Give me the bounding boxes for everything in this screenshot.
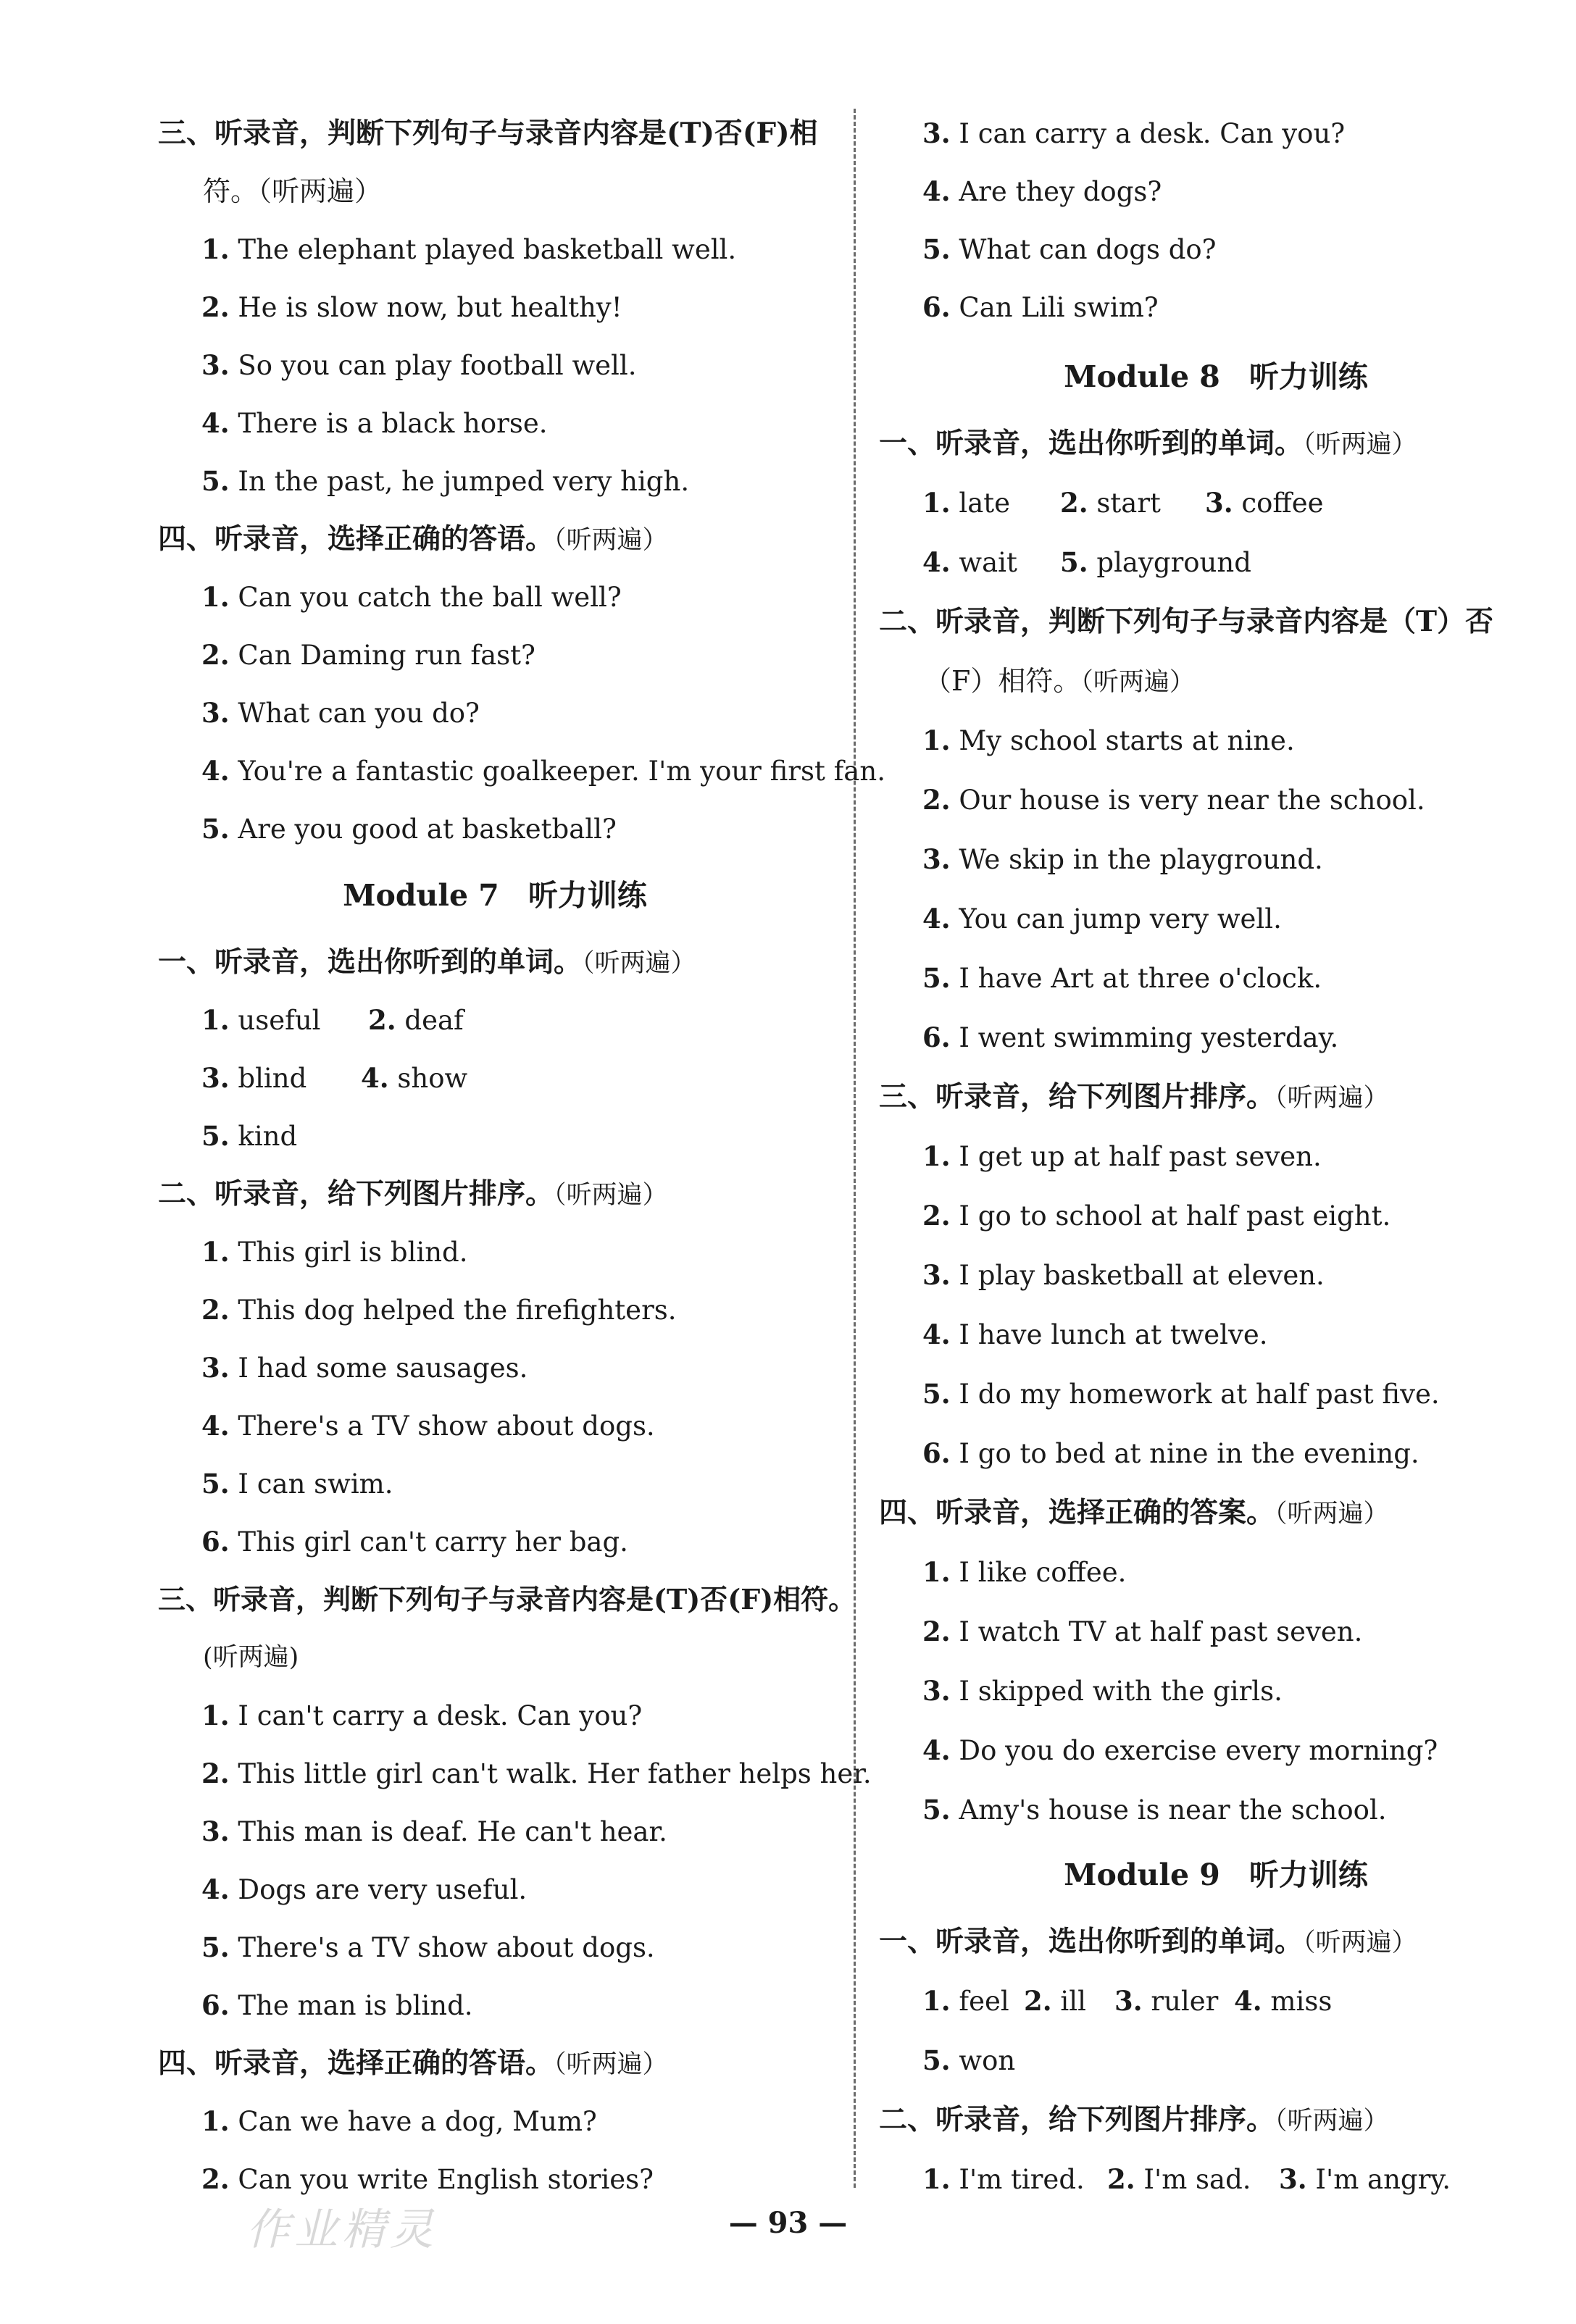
list-item: 2. I watch TV at half past seven. <box>922 1615 1363 1647</box>
list-item: 3. What can you do? <box>201 697 480 729</box>
list-item: 2. He is slow now, but healthy! <box>201 291 622 323</box>
module-heading: Module 7 听力训练 <box>343 878 647 913</box>
list-item: 4. Do you do exercise every morning? <box>922 1734 1438 1766</box>
list-item: 1. The elephant played basketball well. <box>201 233 737 265</box>
section-heading-continued: 符。（听两遍） <box>203 175 383 207</box>
list-item: 4. I have lunch at twelve. <box>922 1318 1268 1350</box>
list-item: 5. In the past, he jumped very high. <box>201 465 690 497</box>
list-item: 3. I skipped with the girls. <box>922 1675 1283 1707</box>
section-heading: 一、听录音，选出你听到的单词。（听两遍） <box>879 427 1417 460</box>
section-heading: 四、听录音，选择正确的答语。（听两遍） <box>158 2047 668 2080</box>
watermark: 作业精灵 <box>246 2204 438 2255</box>
list-item: 4. There is a black horse. <box>201 407 548 439</box>
section-heading-continued: （F）相符。（听两遍） <box>924 665 1195 697</box>
list-item: 5. I can swim. <box>201 1468 393 1500</box>
list-item: 3. This man is deaf. He can't hear. <box>201 1815 667 1847</box>
column-divider <box>854 109 856 2188</box>
section-heading: 四、听录音，选择正确的答案。（听两遍） <box>879 1496 1389 1529</box>
list-item: 4. You're a fantastic goalkeeper. I'm your first fan. <box>201 755 885 787</box>
list-item: 4. You can jump very well. <box>922 903 1282 935</box>
list-item: 3. So you can play football well. <box>201 349 637 381</box>
list-item: 1. My school starts at nine. <box>922 724 1295 756</box>
list-item: 2. Our house is very near the school. <box>922 784 1425 816</box>
list-item: 4. There's a TV show about dogs. <box>201 1410 655 1442</box>
word-row: 4. wait 5. playground <box>922 546 1251 578</box>
module-heading: Module 8 听力训练 <box>1064 359 1368 394</box>
section-heading: 二、听录音，判断下列句子与录音内容是（T）否 <box>879 605 1494 638</box>
word-row: 1. feel 2. ill 3. ruler 4. miss <box>922 1985 1333 2017</box>
word-row: 1. I'm tired. 2. I'm sad. 3. I'm angry. <box>922 2163 1451 2195</box>
list-item: 6. This girl can't carry her bag. <box>201 1526 628 1558</box>
list-item: 1. Can we have a dog, Mum? <box>201 2105 597 2137</box>
section-heading: 一、听录音，选出你听到的单词。（听两遍） <box>158 945 696 979</box>
section-heading: 二、听录音，给下列图片排序。（听两遍） <box>879 2103 1389 2136</box>
list-item: 5. Are you good at basketball? <box>201 813 617 845</box>
list-item: 1. This girl is blind. <box>201 1236 468 1268</box>
list-item: 5. I do my homework at half past five. <box>922 1378 1440 1410</box>
module-heading: Module 9 听力训练 <box>1064 1857 1368 1892</box>
word-row: 1. useful 2. deaf <box>201 1004 464 1036</box>
section-heading: 三、听录音，给下列图片排序。（听两遍） <box>879 1080 1389 1113</box>
list-item: 3. I had some sausages. <box>201 1352 528 1384</box>
section-heading: 三、听录音，判断下列句子与录音内容是(T)否(F)相符。 <box>158 1583 856 1615</box>
list-item: 3. I can carry a desk. Can you? <box>922 117 1346 149</box>
list-item: 5. I have Art at three o'clock. <box>922 962 1322 994</box>
list-item: 6. Can Lili swim? <box>922 291 1159 323</box>
list-item: 3. I play basketball at eleven. <box>922 1259 1325 1291</box>
list-item: 6. The man is blind. <box>201 1989 473 2021</box>
list-item: 4. Dogs are very useful. <box>201 1873 528 1905</box>
section-heading: 四、听录音，选择正确的答语。（听两遍） <box>158 522 668 556</box>
word-row: 1. late 2. start 3. coffee <box>922 487 1324 519</box>
list-item: 1. I can't carry a desk. Can you? <box>201 1700 643 1731</box>
list-item: 2. Can Daming run fast? <box>201 639 535 671</box>
list-item: 5. What can dogs do? <box>922 233 1217 265</box>
list-item: 1. I like coffee. <box>922 1556 1127 1588</box>
list-item: 2. This little girl can't walk. Her father helps her. <box>201 1757 872 1789</box>
list-item: 4. Are they dogs? <box>922 175 1162 207</box>
page-number: — 93 — <box>728 2206 848 2240</box>
list-item: 2. This dog helped the firefighters. <box>201 1294 677 1326</box>
section-heading: 二、听录音，给下列图片排序。（听两遍） <box>158 1177 668 1211</box>
word-row: 5. won <box>922 2044 1016 2076</box>
list-item: 6. I go to bed at nine in the evening. <box>922 1437 1419 1469</box>
word-row: 5. kind <box>201 1120 298 1152</box>
list-item: 1. I get up at half past seven. <box>922 1140 1322 1172</box>
list-item: 5. Amy's house is near the school. <box>922 1794 1387 1826</box>
list-item: 2. Can you write English stories? <box>201 2163 654 2195</box>
section-heading: 三、听录音，判断下列句子与录音内容是(T)否(F)相 <box>158 117 818 150</box>
list-item: 2. I go to school at half past eight. <box>922 1200 1391 1232</box>
word-row: 3. blind 4. show <box>201 1062 468 1094</box>
list-item: 1. Can you catch the ball well? <box>201 581 622 613</box>
list-item: 5. There's a TV show about dogs. <box>201 1931 655 1963</box>
section-heading: 一、听录音，选出你听到的单词。（听两遍） <box>879 1925 1417 1958</box>
list-item: 3. We skip in the playground. <box>922 843 1323 875</box>
section-heading-continued: (听两遍) <box>203 1643 299 1672</box>
list-item: 6. I went swimming yesterday. <box>922 1021 1339 1053</box>
